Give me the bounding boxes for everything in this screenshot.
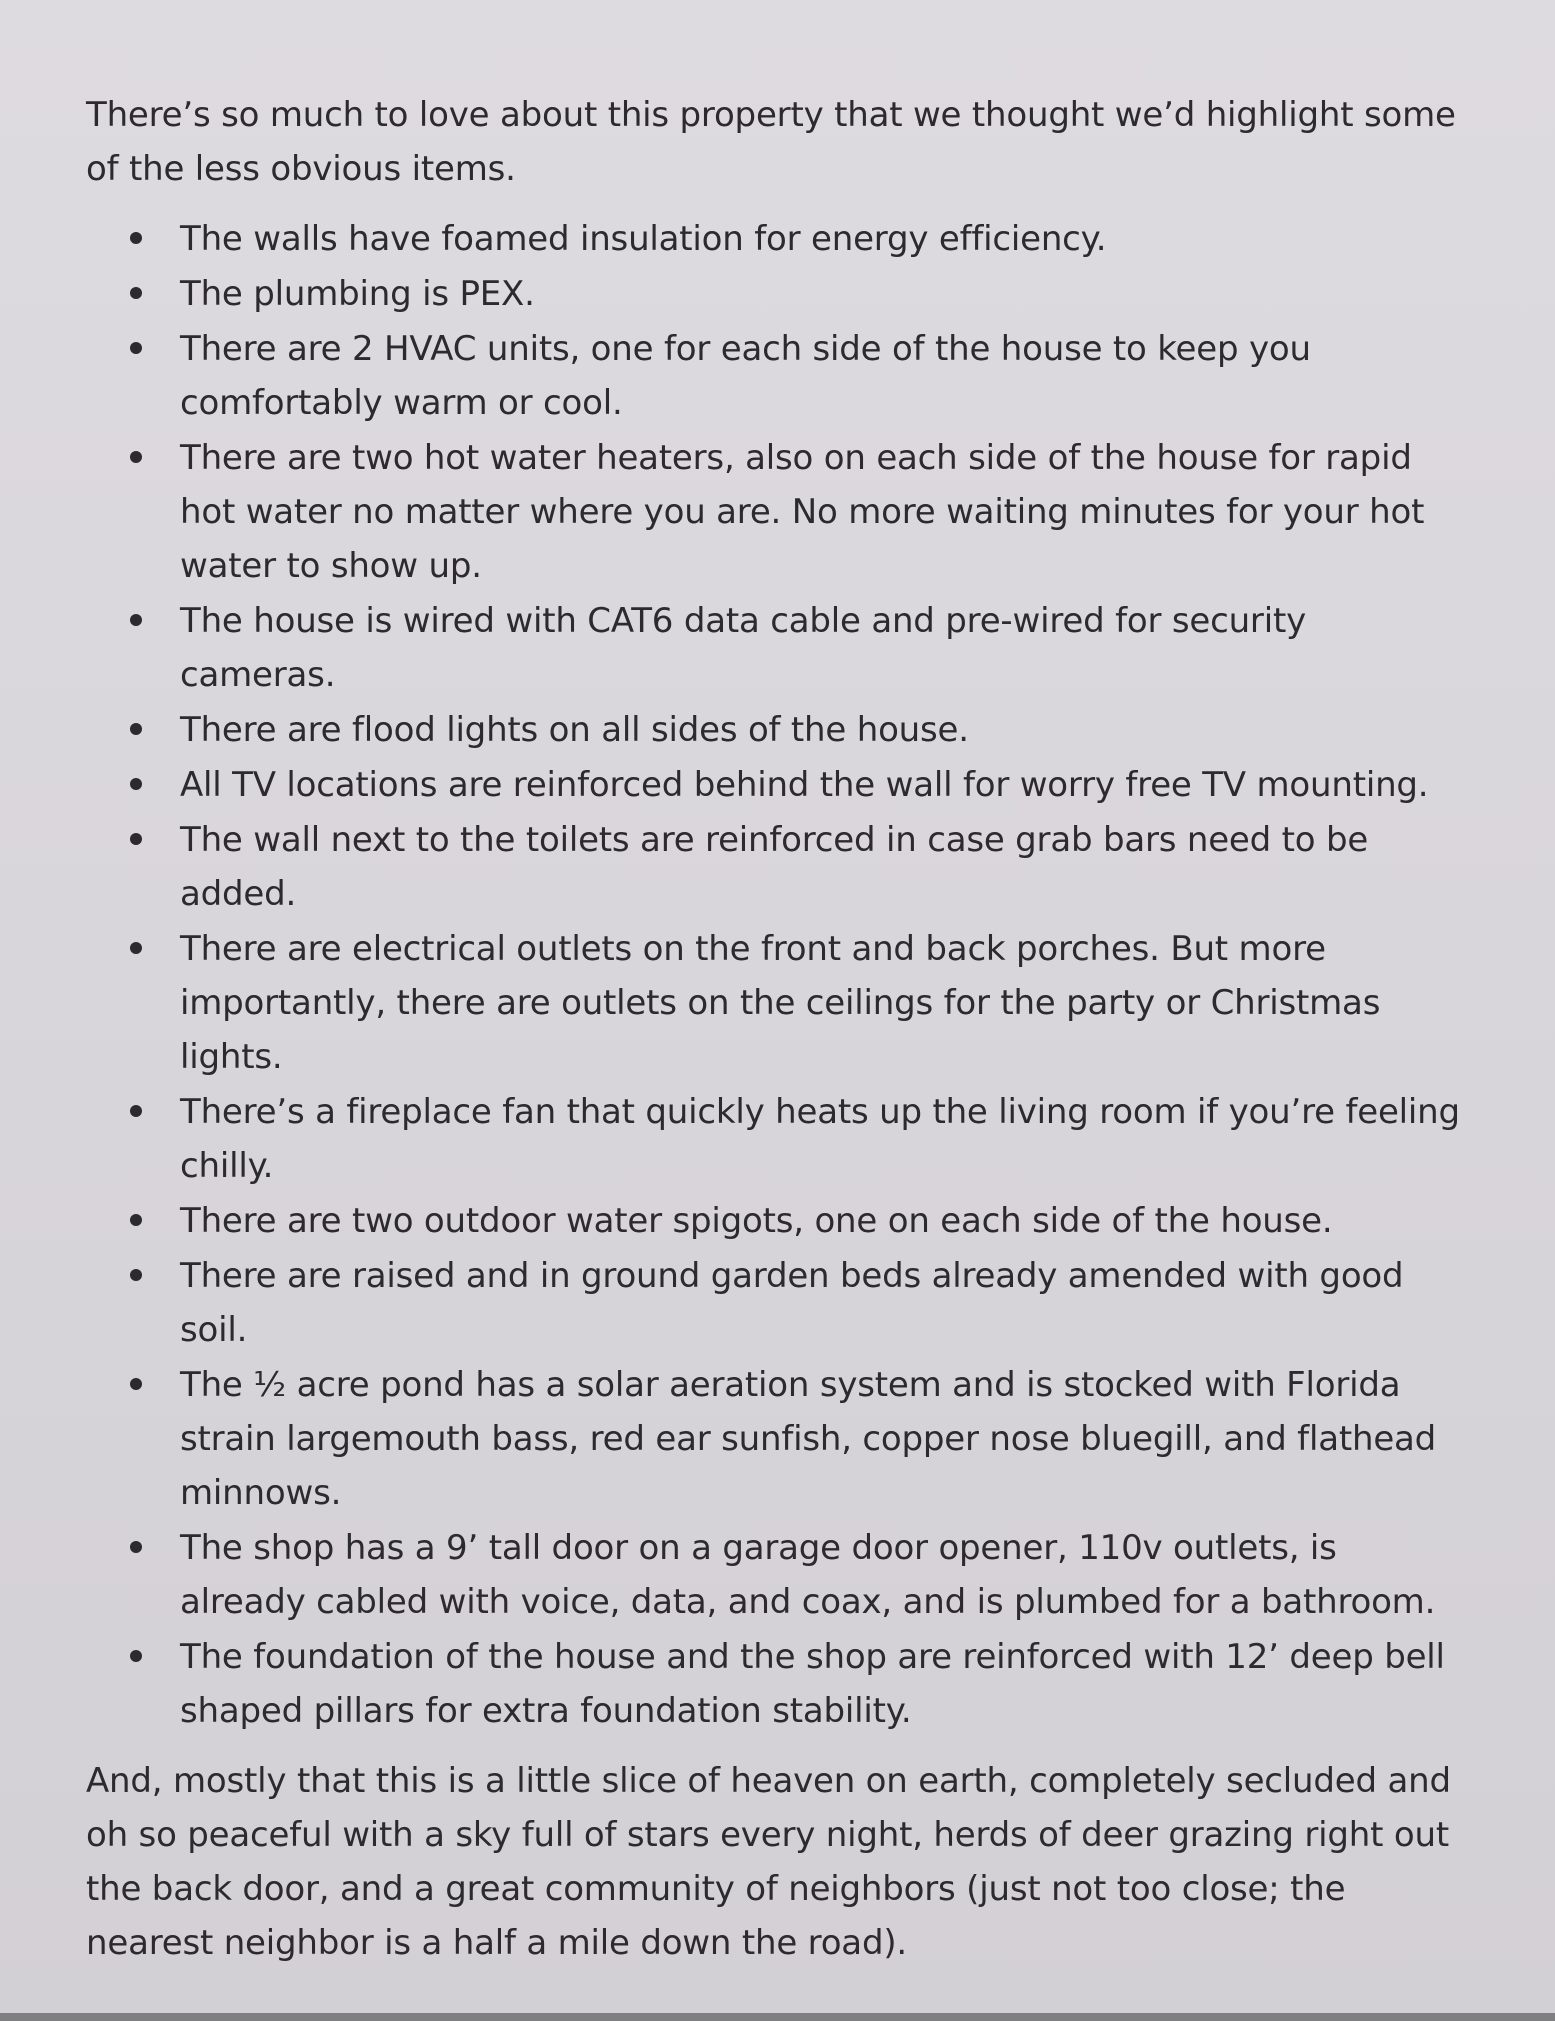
list-item (180, 703, 1471, 757)
list-item-text: All TV locations are reinforced behind the wall for worry free TV mounting. (180, 765, 1429, 805)
list-item (180, 1194, 1471, 1248)
list-item-text: There are two outdoor water spigots, one on each side of the house. (180, 1201, 1333, 1241)
bullet-icon (130, 1269, 142, 1281)
list-item (180, 431, 1471, 593)
bullet-icon (130, 1650, 142, 1662)
list-item (180, 322, 1471, 430)
list-item (180, 1521, 1471, 1629)
page-bottom-edge (0, 2013, 1555, 2021)
bullet-icon (130, 942, 142, 954)
list-item-text: There are two hot water heaters, also on each side of the house for rapid hot water no matter where you are. No more waiting minutes for your hot water to show up. (180, 438, 1425, 586)
list-item (180, 1630, 1471, 1738)
list-item (180, 1249, 1471, 1357)
bullet-icon (130, 723, 142, 735)
list-item-text: The house is wired with CAT6 data cable and pre-wired for security cameras. (180, 601, 1306, 695)
bullet-icon (130, 1378, 142, 1390)
list-item (180, 1085, 1471, 1193)
list-item-text: The walls have foamed insulation for energy efficiency. (180, 219, 1107, 259)
list-item (180, 594, 1471, 702)
bullet-icon (130, 451, 142, 463)
bullet-icon (130, 1214, 142, 1226)
bullet-icon (130, 1105, 142, 1117)
list-item-text: The ½ acre pond has a solar aeration system and is stocked with Florida strain largemouth bass, red ear sunfish, copper nose bluegill, and flathead minnows. (180, 1365, 1437, 1513)
list-item-text: There are 2 HVAC units, one for each side of the house to keep you comfortably warm or cool. (180, 329, 1311, 423)
list-item (180, 267, 1471, 321)
bullet-icon (130, 614, 142, 626)
closing-paragraph: And, mostly that this is a little slice of heaven on earth, completely secluded and oh so peaceful with a sky full of stars every night, herds of deer grazing right out the back door, and a great community of neighbors (just not too close; the nearest neighbor is a half a mile down the road). (86, 1761, 1451, 1963)
bullet-icon (130, 1541, 142, 1553)
list-item (180, 813, 1471, 921)
list-item (180, 1358, 1471, 1520)
intro-paragraph: There’s so much to love about this property that we thought we’d highlight some of the less obvious items. (86, 95, 1456, 189)
bullet-icon (130, 287, 142, 299)
list-item-text: There are flood lights on all sides of the house. (180, 710, 969, 750)
bullet-icon (130, 833, 142, 845)
bullet-icon (130, 232, 142, 244)
list-item (180, 758, 1471, 812)
list-item-text: The wall next to the toilets are reinforced in case grab bars need to be added. (180, 820, 1369, 914)
list-item-text: There are electrical outlets on the front and back porches. But more importantly, there are outlets on the ceilings for the party or Christmas lights. (180, 929, 1381, 1077)
bullet-icon (130, 778, 142, 790)
feature-list (86, 212, 1471, 1738)
list-item (180, 212, 1471, 266)
list-item-text: There are raised and in ground garden beds already amended with good soil. (180, 1256, 1404, 1350)
list-item (180, 922, 1471, 1084)
bullet-icon (130, 342, 142, 354)
list-item-text: The plumbing is PEX. (180, 274, 535, 314)
list-item-text: The foundation of the house and the shop are reinforced with 12’ deep bell shaped pillars for extra foundation stability. (180, 1637, 1445, 1731)
list-item-text: There’s a fireplace fan that quickly heats up the living room if you’re feeling chilly. (180, 1092, 1460, 1186)
document-body (86, 88, 1471, 1970)
list-item-text: The shop has a 9’ tall door on a garage door opener, 110v outlets, is already cabled with voice, data, and coax, and is plumbed for a bathroom. (180, 1528, 1436, 1622)
